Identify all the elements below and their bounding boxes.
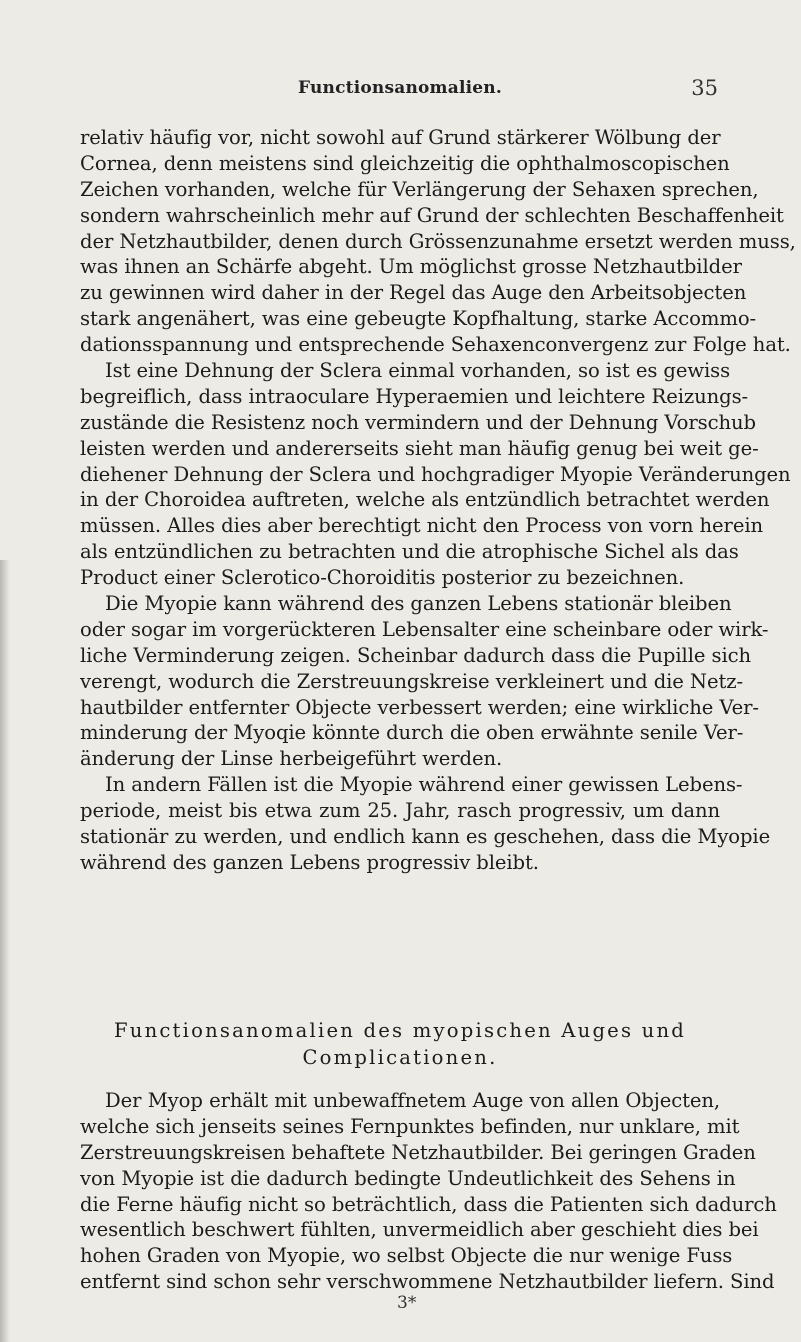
text-line: dationsspannung und entsprechende Sehaxenconvergenz zur Folge hat. [80, 333, 791, 357]
text-line: Product einer Sclerotico-Choroiditis posterior zu bezeichnen. [80, 566, 685, 590]
text-line: zustände die Resistenz noch vermindern und der Dehnung Vorschub [80, 410, 756, 434]
text-line: liche Verminderung zeigen. Scheinbar dadurch dass die Pupille sich [80, 643, 752, 667]
paragraph [80, 591, 769, 772]
text-line: müssen. Alles dies aber berechtigt nicht den Process von vorn herein [80, 514, 764, 538]
paragraph [80, 358, 791, 591]
page-number: 35 [691, 76, 718, 100]
paragraph [80, 772, 771, 876]
text-line: zu gewinnen wird daher in der Regel das Auge den Arbeitsobjecten [80, 281, 747, 305]
text-line: stark angenähert, was eine gebeugte Kopfhaltung, starke Accommo- [80, 307, 757, 331]
text-line: minderung der Myoqie könnte durch die oben erwähnte senile Ver- [80, 721, 744, 745]
text-line: Zerstreuungskreisen behaftete Netzhautbilder. Bei geringen Graden [80, 1140, 756, 1164]
text-line: als entzündlichen zu betrachten und die atrophische Sichel als das [80, 540, 739, 564]
body-text [80, 125, 796, 876]
text-line: Die Myopie kann während des ganzen Lebens stationär bleiben [105, 592, 732, 616]
text-line: hohen Graden von Myopie, wo selbst Objecte die nur wenige Fuss [80, 1244, 733, 1268]
text-line: periode, meist bis etwa zum 25. Jahr, rasch progressiv, um dann [80, 799, 720, 823]
text-line: welche sich jenseits seines Fernpunktes befinden, nur unklare, mit [80, 1114, 740, 1138]
text-line: wesentlich beschwert fühlten, unvermeidlich aber geschieht dies bei [80, 1218, 759, 1242]
text-line: leisten werden und andererseits sieht man häufig genug bei weit ge- [80, 436, 759, 460]
text-line: Ist eine Dehnung der Sclera einmal vorhanden, so ist es gewiss [105, 359, 731, 383]
text-line: oder sogar im vorgerückteren Lebensalter eine scheinbare oder wirk- [80, 617, 769, 641]
text-line: Cornea, denn meistens sind gleichzeitig die ophthalmoscopischen [80, 151, 730, 175]
text-line: In andern Fällen ist die Myopie während einer gewissen Lebens- [105, 773, 743, 797]
text-line: die Ferne häufig nicht so beträchtlich, dass die Patienten sich dadurch [80, 1192, 777, 1216]
paragraph [80, 125, 796, 358]
running-head: Functionsanomalien. [298, 78, 502, 98]
section-title: Functionsanomalien des myopischen Auges und [113, 1019, 687, 1042]
page-edge-shadow [0, 560, 10, 1342]
text-line: entfernt sind schon sehr verschwommene Netzhautbilder liefern. Sind [80, 1270, 775, 1294]
paragraph [80, 1088, 777, 1295]
text-line: verengt, wodurch die Zerstreuungskreise verkleinert und die Netz- [80, 669, 743, 693]
text-line: relativ häufig vor, nicht sowohl auf Grund stärkerer Wölbung der [80, 126, 721, 149]
text-line: während des ganzen Lebens progressiv bleibt. [80, 850, 539, 874]
text-line: was ihnen an Schärfe abgeht. Um möglichst grosse Netzhautbilder [80, 255, 742, 279]
text-line: diehener Dehnung der Sclera und hochgradiger Myopie Veränderungen [80, 462, 791, 486]
text-line: sondern wahrscheinlich mehr auf Grund der schlechten Beschaffenheit [80, 203, 784, 227]
text-line: Zeichen vorhanden, welche für Verlängerung der Sehaxen sprechen, [80, 177, 759, 201]
signature-mark: 3* [397, 1293, 417, 1313]
text-line: Der Myop erhält mit unbewaffnetem Auge von allen Objecten, [105, 1089, 720, 1112]
text-line: der Netzhautbilder, denen durch Grössenzunahme ersetzt werden muss, [80, 229, 796, 253]
page-header [0, 78, 801, 108]
text-line: stationär zu werden, und endlich kann es geschehen, dass die Myopie [80, 825, 771, 849]
text-line: änderung der Linse herbeigeführt werden. [80, 747, 503, 771]
body-text-section [80, 1088, 777, 1295]
section-title-continued: Complicationen. [302, 1046, 498, 1069]
text-line: in der Choroidea auftreten, welche als entzündlich betrachtet werden [80, 488, 770, 512]
text-line: hautbilder entfernter Objecte verbessert werden; eine wirkliche Ver- [80, 695, 759, 719]
text-line: von Myopie ist die dadurch bedingte Undeutlichkeit des Sehens in [80, 1166, 736, 1190]
text-line: begreiflich, dass intraoculare Hyperaemien und leichtere Reizungs- [80, 384, 749, 408]
